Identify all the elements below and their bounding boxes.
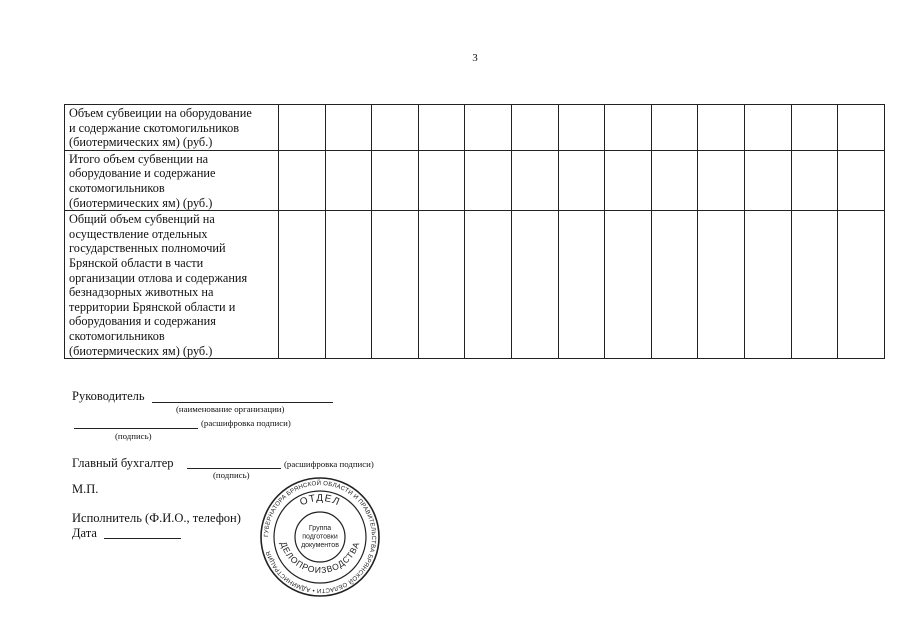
empty-cell bbox=[511, 211, 558, 359]
date-label: Дата bbox=[72, 526, 97, 540]
executor-label: Исполнитель (Ф.И.О., телефон) bbox=[72, 511, 241, 525]
empty-cell bbox=[372, 105, 419, 151]
empty-cell bbox=[418, 105, 465, 151]
empty-cell bbox=[465, 211, 512, 359]
head-sign-hint: (подпись) bbox=[115, 431, 152, 441]
head-sign-line bbox=[74, 428, 198, 429]
stamp-center-line: Группа bbox=[308, 525, 332, 532]
seal-label: М.П. bbox=[72, 482, 99, 496]
table-row bbox=[65, 105, 885, 151]
empty-cell bbox=[838, 105, 885, 151]
empty-cell bbox=[605, 211, 652, 359]
empty-cell bbox=[372, 150, 419, 210]
org-hint: (наименование организации) bbox=[176, 404, 285, 414]
department-stamp bbox=[259, 476, 381, 598]
empty-cell bbox=[325, 150, 372, 210]
empty-cell bbox=[558, 150, 605, 210]
empty-cell bbox=[325, 211, 372, 359]
empty-cell bbox=[511, 105, 558, 151]
empty-cell bbox=[325, 105, 372, 151]
table-row bbox=[65, 150, 885, 210]
empty-cell bbox=[279, 105, 326, 151]
empty-cell bbox=[651, 105, 698, 151]
row-label-line: территории Брянской области и bbox=[69, 299, 236, 314]
accountant-decode-hint: (расшифровка подписи) bbox=[284, 459, 374, 469]
row-label-line: Объем субвеиции на оборудование bbox=[69, 106, 252, 120]
svg-text:ОТДЕЛ bbox=[298, 493, 341, 508]
empty-cell bbox=[744, 150, 791, 210]
stamp-outer-text: ГУБЕРНАТОРА БРЯНСКОЙ ОБЛАСТИ И ПРАВИТЕЛЬСТВА БРЯНСКОЙ ОБЛАСТИ • АДМИНИСТРАЦИЯ bbox=[262, 479, 378, 595]
empty-cell bbox=[698, 105, 745, 151]
org-line bbox=[152, 402, 333, 403]
row-label-line: скотомогильников bbox=[69, 180, 165, 195]
empty-cell bbox=[372, 211, 419, 359]
row-label-line: (биотермических ям) (руб.) bbox=[69, 135, 213, 150]
empty-cell bbox=[698, 150, 745, 210]
empty-cell bbox=[744, 211, 791, 359]
row-label-line: оборудование и содержание bbox=[69, 166, 216, 181]
head-decode-hint: (расшифровка подписи) bbox=[201, 418, 291, 428]
empty-cell bbox=[605, 105, 652, 151]
row-label-line: Итого объем субвенции на bbox=[69, 151, 209, 166]
row-label-line: организации отлова и содержания bbox=[69, 270, 248, 285]
empty-cell bbox=[838, 211, 885, 359]
stamp-center-line: подготовки bbox=[302, 533, 338, 541]
row-label-line: и содержание скотомогильников bbox=[69, 120, 240, 135]
row-label-line: государственных полномочий bbox=[69, 241, 226, 256]
empty-cell bbox=[558, 211, 605, 359]
row-label-line: (биотермических ям) (руб.) bbox=[69, 343, 213, 358]
row-label-line: (биотермических ям) (руб.) bbox=[69, 195, 213, 210]
date-line bbox=[104, 538, 181, 539]
row-label bbox=[65, 150, 279, 210]
empty-cell bbox=[465, 105, 512, 151]
head-label: Руководитель bbox=[72, 389, 145, 403]
empty-cell bbox=[605, 150, 652, 210]
accountant-label: Главный бухгалтер bbox=[72, 456, 174, 470]
stamp-center-line: документов bbox=[301, 542, 339, 549]
empty-cell bbox=[791, 105, 838, 151]
row-label-line: безнадзорных животных на bbox=[69, 285, 214, 300]
empty-cell bbox=[791, 211, 838, 359]
empty-cell bbox=[651, 211, 698, 359]
empty-cell bbox=[791, 150, 838, 210]
page-number: 3 bbox=[472, 52, 478, 64]
empty-cell bbox=[511, 150, 558, 210]
empty-cell bbox=[418, 150, 465, 210]
accountant-sign-line bbox=[187, 468, 281, 469]
empty-cell bbox=[279, 150, 326, 210]
row-label bbox=[65, 211, 279, 359]
empty-cell bbox=[838, 150, 885, 210]
row-label-line: Брянской области в части bbox=[69, 255, 204, 270]
row-label-line: Общий объем субвенций на bbox=[69, 212, 215, 227]
table-row bbox=[65, 211, 885, 359]
empty-cell bbox=[465, 150, 512, 210]
stamp-top-word: ОТДЕЛ bbox=[298, 492, 342, 509]
accountant-sign-hint: (подпись) bbox=[213, 470, 250, 480]
empty-cell bbox=[698, 211, 745, 359]
row-label-line: скотомогильников bbox=[69, 328, 165, 343]
stamp-bottom-word: ДЕЛОПРОИЗВОДСТВА bbox=[278, 540, 362, 576]
empty-cell bbox=[279, 211, 326, 359]
row-label-line: оборудования и содержания bbox=[69, 314, 216, 329]
empty-cell bbox=[651, 150, 698, 210]
empty-cell bbox=[744, 105, 791, 151]
subsidy-table bbox=[64, 104, 885, 359]
row-label-line: осуществление отдельных bbox=[69, 226, 208, 241]
empty-cell bbox=[558, 105, 605, 151]
row-label bbox=[65, 105, 279, 151]
empty-cell bbox=[418, 211, 465, 359]
